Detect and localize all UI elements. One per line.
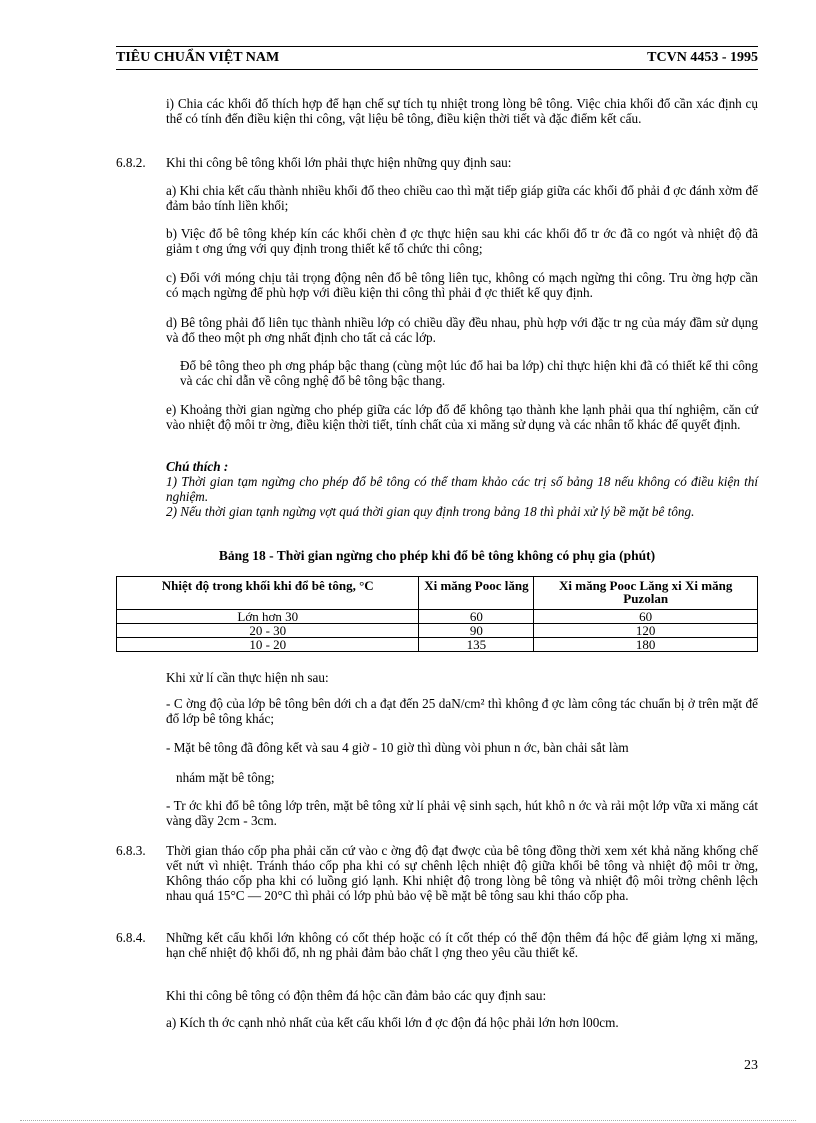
- note-item-2: 2) Nếu thời gian tạnh ngừng vợt quá thời gian quy định trong bảng 18 thì phải xử lý bề mặt bê tông.: [166, 504, 695, 519]
- table-cell: 120: [534, 624, 758, 638]
- table-row: [117, 638, 758, 652]
- treatment-dash-2: - Mặt bê tông đã đông kết và sau 4 giờ - 10 giờ thì dùng vòi phun n ớc, bàn chải sắt làm: [166, 740, 629, 755]
- table-18: [116, 576, 758, 652]
- table-cell: 20 - 30: [117, 624, 419, 638]
- running-header: [116, 50, 758, 68]
- treatment-dash-2-continued: nhám mặt bê tông;: [176, 770, 275, 785]
- table-cell: Lớn hơn 30: [117, 610, 419, 624]
- section-6-8-4-text: Những kết cấu khối lớn không có cốt thép hoặc có ít cốt thép có thể độn thêm đá hộc để giảm lợng xi măng, hạn chế nhiệt độ khối đổ, nh ng phải đảm bảo chất l ợng theo yêu cầu thiết kế.: [166, 930, 758, 960]
- section-6-8-2-intro: Khi thi công bê tông khối lớn phải thực hiện những quy định sau:: [166, 155, 512, 170]
- section-number-6-8-4: 6.8.4.: [116, 930, 146, 945]
- item-6-8-2-b: b) Việc đổ bê tông khép kín các khối chèn đ ợc thực hiện sau khi các khối đổ tr ớc đã co ngót và nhiệt độ đã giảm t ơng ứng với quy định trong thiết kế tổ chức thi công;: [166, 226, 758, 256]
- table-header-row: [117, 577, 758, 610]
- item-6-8-2-d: d) Bê tông phải đổ liên tục thành nhiều lớp có chiều dầy đều nhau, phù hợp với đặc tr ng của máy đầm sử dụng và đổ theo một ph ơng nhất định cho tất cả các lớp.: [166, 315, 758, 345]
- item-6-8-4-a: a) Kích th ớc cạnh nhỏ nhất của kết cấu khối lớn đ ợc độn đá hộc phải lớn hơn l00cm.: [166, 1015, 619, 1030]
- header-bottom-rule: [116, 69, 758, 70]
- header-top-rule: [116, 46, 758, 47]
- note-block: [166, 459, 758, 519]
- item-6-8-2-c: c) Đối với móng chịu tải trọng động nên đổ bê tông liên tục, không có mạch ngừng thi công. Tru ờng hợp cần có mạch ngừng để phù hợp với điều kiện thi công thì phải đ ợc thiết kế quy định.: [166, 270, 758, 300]
- treatment-intro: Khi xử lí cần thực hiện nh sau:: [166, 670, 329, 685]
- paragraph-item-i: i) Chia các khối đổ thích hợp để hạn chế sự tích tụ nhiệt trong lòng bê tông. Việc chia khối đổ cần xác định cụ thể có tính đến điều kiện thi công, vật liệu bê tông, điều kiện thời tiết và đặc điểm kết cấu.: [166, 96, 758, 126]
- section-6-8-4-intro: Khi thi công bê tông có độn thêm đá hộc cần đảm bảo các quy định sau:: [166, 988, 547, 1003]
- table-cell: 10 - 20: [117, 638, 419, 652]
- page-bottom-dotted-line: [20, 1120, 796, 1121]
- note-title: Chú thích :: [166, 459, 229, 474]
- note-item-1: 1) Thời gian tạm ngừng cho phép đổ bê tông có thể tham khảo các trị số bảng 18 nếu không có điều kiện thí nghiệm.: [166, 474, 758, 504]
- table-header-cell: Xi măng Pooc Lăng xi Xi măng Puzolan: [534, 577, 758, 610]
- treatment-dash-3: - Tr ớc khi đổ bê tông lớp trên, mặt bê tông xử lí phải vệ sinh sạch, hút khô n ớc và rải một lớp vữa xi măng cát vàng dầy 2cm - 3cm.: [166, 798, 758, 828]
- table-row: [117, 624, 758, 638]
- section-6-8-3-text: Thời gian tháo cốp pha phải căn cứ vào c ờng độ đạt đwợc của bê tông đồng thời xem xét khả năng khống chế vết nứt vì nhiệt. Tránh tháo cốp pha khi có sự chênh lệch nhiệt độ giữa khối bê tông và nhiệt độ môi tr ờng, Không tháo cốp pha khi có luồng gió lạnh. Khi nhiệt độ trong lòng bê tông và nhiệt độ môi trờng chênh lệch nhau quá 15°C — 20°C thì phải có lớp phủ bảo vệ bề mặt bê tông sau khi tháo cốp pha.: [166, 843, 758, 903]
- item-6-8-2-a: a) Khi chia kết cấu thành nhiều khối đổ theo chiều cao thì mặt tiếp giáp giữa các khối đổ phải đ ợc đánh xờm để đảm bảo tính liền khối;: [166, 183, 758, 213]
- item-6-8-2-e: e) Khoảng thời gian ngừng cho phép giữa các lớp đổ để không tạo thành khe lạnh phải qua thí nghiệm, căn cứ vào nhiệt độ môi tr ờng, điều kiện thời tiết, tính chất của xi măng sử dụng và các nhân tố khác để quyết định.: [166, 402, 758, 432]
- table-cell: 135: [419, 638, 534, 652]
- item-6-8-2-d-continued: Đổ bê tông theo ph ơng pháp bậc thang (cùng một lúc đổ hai ba lớp) chỉ thực hiện khi đã có thiết kế thi công và các chỉ dẫn về công nghệ đổ bê tông bậc thang.: [180, 358, 758, 388]
- table-cell: 60: [534, 610, 758, 624]
- table-cell: 90: [419, 624, 534, 638]
- header-standard-label: TIÊU CHUẨN VIỆT NAM: [116, 50, 280, 65]
- table-row: [117, 610, 758, 624]
- table-header-cell: Nhiệt độ trong khối khi đổ bê tông, °C: [117, 577, 419, 610]
- section-number-6-8-2: 6.8.2.: [116, 155, 146, 170]
- table-header-cell: Xi măng Pooc lăng: [419, 577, 534, 610]
- table-cell: 60: [419, 610, 534, 624]
- treatment-dash-1: - C ờng độ của lớp bê tông bên dới ch a đạt đến 25 daN/cm² thì không đ ợc làm công tác chuẩn bị ở trên mặt để đổ lớp bê tông khác;: [166, 696, 758, 726]
- header-standard-code: TCVN 4453 - 1995: [647, 50, 758, 65]
- table-cell: 180: [534, 638, 758, 652]
- page-number: 23: [744, 1058, 758, 1073]
- table-caption: Bảng 18 - Thời gian ngừng cho phép khi đổ bê tông không có phụ gia (phút): [218, 548, 656, 563]
- section-number-6-8-3: 6.8.3.: [116, 843, 146, 858]
